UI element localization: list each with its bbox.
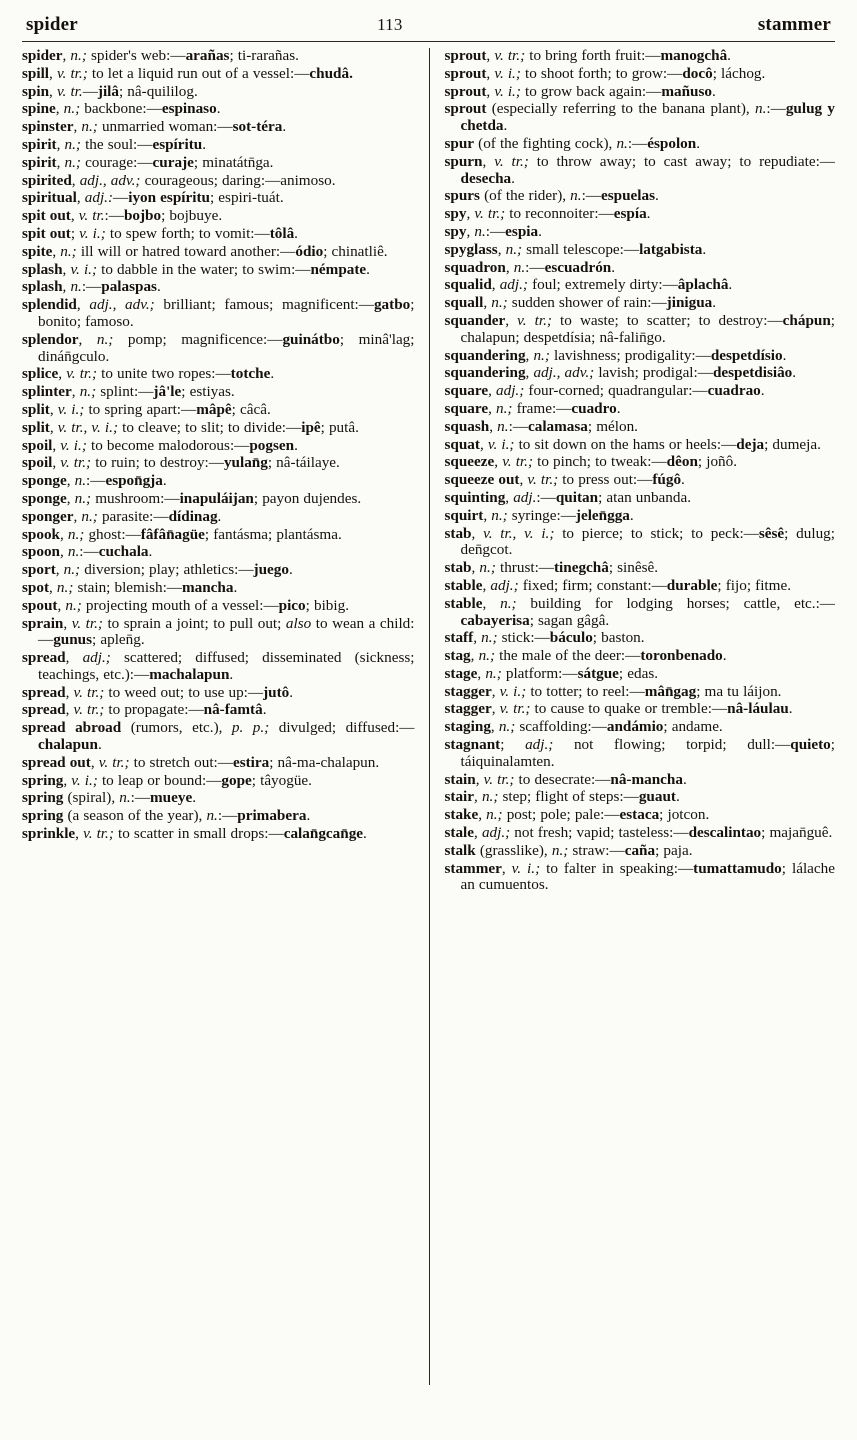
dictionary-entry: spirit, n.; the soul:—espíritu. (22, 135, 207, 153)
dictionary-entry: spread, v. tr.; to weed out; to use up:—jutô. (22, 683, 294, 701)
dictionary-entry: stable, adj.; fixed; firm; constant:—durable; fijo; fitme. (444, 576, 791, 594)
dictionary-entry: splice, v. tr.; to unite two ropes:—totche. (22, 365, 275, 383)
dictionary-entry: squall, n.; sudden shower of rain:—jinigua. (444, 294, 717, 312)
dictionary-entry: spread abroad (rumors, etc.), p. p.; divulged; diffused:—chalapun. (22, 719, 415, 754)
dictionary-entry: stake, n.; post; pole; pale:—estaca; jotcon. (444, 806, 710, 824)
header-right-headword: stammer (757, 14, 831, 35)
dictionary-entry: stab, v. tr., v. i.; to pierce; to stick; to peck:—sêsê; dulug; den̄gcot. (444, 524, 835, 559)
dictionary-entry: spread, v. tr.; to propagate:—nâ-famtâ. (22, 701, 267, 719)
dictionary-entry: spout, n.; projecting mouth of a vessel:—pico; bibig. (22, 596, 349, 614)
dictionary-entry: spoon, n.:—cuchala. (22, 543, 153, 561)
dictionary-entry: spill, v. tr.; to let a liquid run out of a vessel:—chudâ. (22, 64, 353, 82)
dictionary-entry: stain, v. tr.; to desecrate:—nâ-mancha. (444, 770, 687, 788)
dictionary-entry: spirited, adj., adv.; courageous; daring:—animoso. (22, 171, 336, 189)
column-left (22, 48, 429, 1393)
dictionary-entry: staging, n.; scaffolding:—andámio; andame. (444, 718, 723, 736)
dictionary-entry: spite, n.; ill will or hatred toward another:—ódio; chinatliê. (22, 242, 388, 260)
dictionary-entry: spring (a season of the year), n.:—primabera. (22, 807, 311, 825)
dictionary-entry: staff, n.; stick:—báculo; baston. (444, 629, 645, 647)
dictionary-entry: split, v. tr., v. i.; to cleave; to slit; to divide:—ipê; putâ. (22, 418, 359, 436)
dictionary-entry: stair, n.; step; flight of steps:—guaut. (444, 788, 680, 806)
dictionary-entry: spot, n.; stain; blemish:—mancha. (22, 578, 238, 596)
page-number: 113 (377, 15, 403, 34)
dictionary-entry: sponge, n.:—espon̄gja. (22, 472, 167, 490)
dictionary-entry: spurs (of the rider), n.:—espuelas. (444, 187, 659, 205)
dictionary-entry: spinster, n.; unmarried woman:—sot-téra. (22, 118, 287, 136)
dictionary-entry: split, v. i.; to spring apart:—mâpê; câcâ. (22, 400, 271, 418)
dictionary-entry: splash, v. i.; to dabble in the water; to swim:—némpate. (22, 260, 370, 278)
page-header (22, 14, 835, 39)
dictionary-entry: stalk (grasslike), n.; straw:—caña; paja. (444, 841, 693, 859)
dictionary-entry: spit out; v. i.; to spew forth; to vomit:—tôlâ. (22, 224, 298, 242)
dictionary-entry: squalid, adj.; foul; extremely dirty:—âplachâ. (444, 276, 733, 294)
dictionary-entry: sponger, n.; parasite:—dídinag. (22, 507, 222, 525)
dictionary-entry: splendid, adj., adv.; brilliant; famous; magnificent:—gatbo; bonito; famoso. (22, 296, 415, 330)
dictionary-entry: squeeze, v. tr.; to pinch; to tweak:—dêon; joñô. (444, 453, 738, 471)
dictionary-entry: squander, v. tr.; to waste; to scatter; to destroy:—chápun; chalapun; despetdísia; nâ-falin̄go. (444, 311, 836, 346)
dictionary-entry: spy, v. tr.; to reconnoiter:—espía. (444, 205, 651, 223)
dictionary-entry: spin, v. tr.—jilâ; nâ-quililog. (22, 82, 198, 100)
dictionary-entry: splinter, n.; splint:—jâ'le; estiyas. (22, 383, 235, 401)
column-right (429, 48, 836, 1393)
header-left-headword: spider (26, 14, 78, 35)
dictionary-entry: squat, v. i.; to sit down on the hams or heels:—deja; dumeja. (444, 435, 821, 453)
header-rule (22, 41, 835, 42)
dictionary-entry: spider, n.; spider's web:—arañas; ti-rarañas. (22, 47, 299, 64)
dictionary-entry: spirit, n.; courage:—curaje; minatátn̄ga. (22, 153, 274, 171)
dictionary-entry: squadron, n.:—escuadrón. (444, 258, 616, 276)
dictionary-entry: spoil, v. tr.; to ruin; to destroy:—yulan̄g; nâ-táilaye. (22, 454, 340, 472)
dictionary-entry: stage, n.; platform:—sátgue; edas. (444, 664, 659, 682)
dictionary-entry: splendor, n.; pomp; magnificence:—guinátbo; minâ'lag; dinán̄gculo. (22, 330, 415, 365)
dictionary-entry: sprinkle, v. tr.; to scatter in small drops:—calan̄gcan̄ge. (22, 825, 367, 843)
dictionary-entry: spur (of the fighting cock), n.:—éspolon. (444, 134, 700, 152)
dictionary-entry: sponge, n.; mushroom:—inapuláijan; payon dujendes. (22, 489, 362, 507)
dictionary-entry: squandering, adj., adv.; lavish; prodigal:—despetdisiâo. (444, 364, 797, 382)
dictionary-entry: spread out, v. tr.; to stretch out:—estira; nâ-ma-chalapun. (22, 753, 380, 771)
dictionary-entry: stagger, v. tr.; to cause to quake or tremble:—nâ-láulau. (444, 700, 793, 718)
dictionary-entry: spoil, v. i.; to become malodorous:—pogsen. (22, 436, 298, 454)
dictionary-entry: spit out, v. tr.:—bojbo; bojbuye. (22, 207, 223, 225)
dictionary-entry: squirt, n.; syringe:—jelen̄gga. (444, 506, 634, 524)
dictionary-entry: splash, n.:—palaspas. (22, 278, 161, 296)
dictionary-entry: stammer, v. i.; to falter in speaking:—tumattamudo; lálache an cumuentos. (444, 859, 835, 894)
dictionary-entry: squinting, adj.:—quitan; atan unbanda. (444, 488, 692, 506)
dictionary-entry: sprout, v. tr.; to bring forth fruit:—manogchâ. (444, 47, 731, 64)
dictionary-entry: stagger, v. i.; to totter; to reel:—mân̄gag; ma tu láijon. (444, 682, 782, 700)
dictionary-entry: sprout, v. i.; to grow back again:—mañuso. (444, 82, 716, 100)
columns-container (22, 48, 835, 1393)
dictionary-entry: spring, v. i.; to leap or bound:—gope; tâyogüe. (22, 771, 312, 789)
dictionary-entry: stale, adj.; not fresh; vapid; tasteless:—descalintao; majan̄guê. (444, 824, 833, 842)
dictionary-entry: squeeze out, v. tr.; to press out:—fúgô. (444, 471, 685, 489)
dictionary-entry: squash, n.:—calamasa; mélon. (444, 417, 638, 435)
dictionary-entry: squandering, n.; lavishness; prodigality:—despetdísio. (444, 346, 787, 364)
dictionary-entry: square, n.; frame:—cuadro. (444, 399, 621, 417)
dictionary-entry: spurn, v. tr.; to throw away; to cast away; to repudiate:—desecha. (444, 152, 835, 187)
dictionary-entry: stag, n.; the male of the deer:—toronbenado. (444, 647, 727, 665)
dictionary-entry: spy, n.:—espia. (444, 222, 542, 240)
dictionary-entry: sprout, v. i.; to shoot forth; to grow:—docô; láchog. (444, 64, 766, 82)
dictionary-entry: spyglass, n.; small telescope:—latgabista. (444, 240, 707, 258)
dictionary-entry: sport, n.; diversion; play; athletics:—juego. (22, 561, 293, 579)
dictionary-entry: stab, n.; thrust:—tinegchâ; sinêsê. (444, 559, 659, 577)
dictionary-entry: spook, n.; ghost:—fâfân̄agüe; fantásma; plantásma. (22, 525, 342, 543)
dictionary-entry: stagnant; adj.; not flowing; torpid; dull:—quieto; táiquinalamten. (444, 736, 835, 770)
dictionary-entry: spring (spiral), n.:—mueye. (22, 789, 197, 807)
dictionary-entry: square, adj.; four-corned; quadrangular:—cuadrao. (444, 382, 765, 400)
dictionary-entry: stable, n.; building for lodging horses; cattle, etc.:—cabayerisa; sagan gâgâ. (444, 594, 835, 629)
dictionary-entry: sprout (especially referring to the banana plant), n.:—gulug y chetda. (444, 100, 836, 135)
dictionary-entry: spread, adj.; scattered; diffused; disseminated (sickness; teachings, etc.):—machalapun. (22, 649, 415, 683)
dictionary-entry: sprain, v. tr.; to sprain a joint; to pull out; also to wean a child:—gunus; aplen̄g. (22, 614, 415, 649)
dictionary-entry: spiritual, adj.:—iyon espíritu; espiri-tuát. (22, 189, 284, 207)
dictionary-entry: spine, n.; backbone:—espinaso. (22, 100, 221, 118)
column-divider (429, 48, 430, 1385)
